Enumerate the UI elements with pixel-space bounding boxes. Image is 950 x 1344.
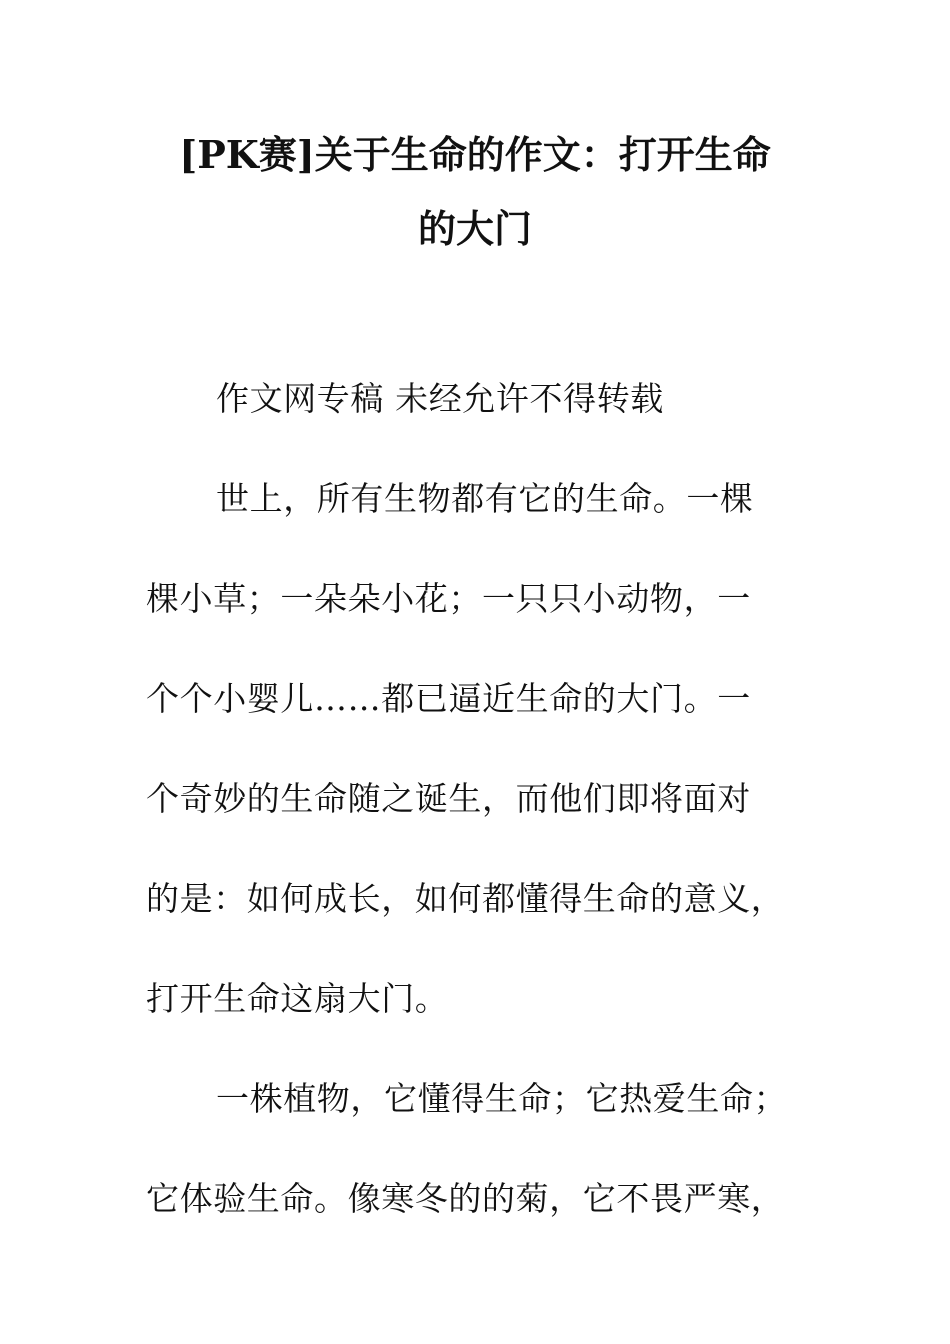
paragraph-line: 的是：如何成长，如何都懂得生命的意义，	[146, 879, 785, 918]
byline-notice: 作文网专稿 未经允许不得转载	[216, 379, 664, 418]
paragraph-line: 个奇妙的生命随之诞生，而他们即将面对	[146, 779, 751, 818]
paragraph-line: 打开生命这扇大门。	[146, 979, 449, 1018]
paragraph-line: 棵小草；一朵朵小花；一只只小动物，一	[146, 579, 751, 618]
paragraph-line: 个个小婴儿……都已逼近生命的大门。一	[146, 679, 751, 718]
document-title-line-1: [PK赛]关于生命的作文：打开生命	[179, 132, 771, 177]
document-title-line-2: 的大门	[417, 206, 532, 251]
paragraph-line: 一株植物，它懂得生命；它热爱生命；	[216, 1079, 788, 1118]
paragraph-line: 它体验生命。像寒冬的的菊，它不畏严寒，	[146, 1179, 785, 1218]
paragraph-line: 世上，所有生物都有它的生命。一棵	[216, 479, 754, 518]
